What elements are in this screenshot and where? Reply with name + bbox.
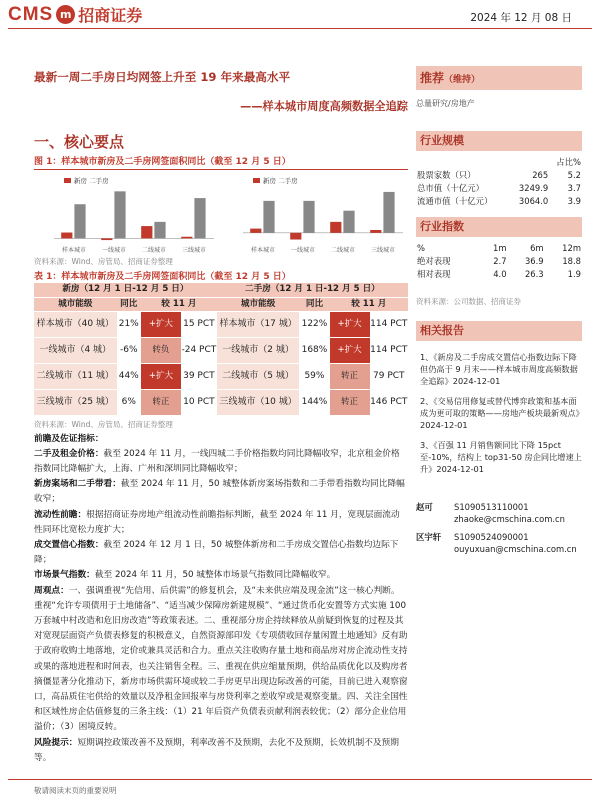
cell-tier-new: 一线城市（4 城） <box>34 337 117 363</box>
index-h-b: 6m <box>530 242 544 253</box>
analyst-name: 赵可 <box>416 502 433 512</box>
x-tick-label: 一线城市 <box>101 247 127 254</box>
logo-en: CMS <box>8 3 54 25</box>
x-tick-label: 一线城市 <box>290 247 316 254</box>
body-paragraph <box>34 447 408 477</box>
reports-list <box>416 351 582 475</box>
stats-key: 总市值（十亿元） <box>417 182 484 193</box>
change-pct: 10 PCT <box>183 396 215 407</box>
index-source: 资料来源：公司数据、招商证券 <box>416 297 521 306</box>
change-tag: +扩大 <box>330 338 370 363</box>
cell-nov-second <box>330 389 408 415</box>
data-table <box>34 283 408 416</box>
bar-new <box>181 237 192 239</box>
paragraph-lead: 新房案场和二手带看： <box>34 479 121 490</box>
chart-legend: 新房 二手房 <box>74 177 109 185</box>
stats-title: 行业规模 <box>416 131 582 151</box>
index-h-c: 12m <box>562 242 581 253</box>
rating-label: 推荐 <box>420 71 445 85</box>
col-nov: 较 11 月 <box>141 297 217 311</box>
body-paragraph <box>34 736 408 766</box>
chart-yoy <box>34 174 219 253</box>
cell-nov-second <box>330 337 408 363</box>
paragraph-text: 截至 2024 年 11 月，一线四城二手价格指数均同比降幅收窄，北京租金价格指数同比降幅扩大，上海、广州和深圳同比降幅收窄； <box>34 448 400 474</box>
bar-new <box>370 230 381 233</box>
index-cell-c: 18.8 <box>562 255 581 266</box>
stats-row <box>416 181 582 194</box>
cell-yoy-second: 122% <box>299 311 329 337</box>
chart-vs-nov <box>223 174 408 253</box>
index-row <box>416 267 582 280</box>
analyst-email[interactable]: ouyuxuan@cmschina.com.cn <box>454 544 577 554</box>
cell-nov-new <box>141 389 217 415</box>
body-paragraph <box>34 432 408 447</box>
bar-new <box>330 222 341 233</box>
report-title: 最新一周二手房日均网签上升至 19 年来最高水平 <box>34 70 291 84</box>
change-tag: 转正 <box>141 390 181 415</box>
footer-divider <box>8 779 592 780</box>
bar-new <box>250 229 261 233</box>
paragraph-text: 短期调控政策改善不及预期，利率改善不及预期，去化不及预期，长效机制不及预期等。 <box>34 737 399 763</box>
body-paragraph <box>34 584 408 736</box>
change-pct: 39 PCT <box>183 370 215 381</box>
bar-new <box>101 238 112 240</box>
cell-nov-second <box>330 363 408 389</box>
bar-new <box>141 226 152 238</box>
stats-unit: 占比% <box>556 156 581 167</box>
cell-nov-new <box>141 363 217 389</box>
cell-yoy-new: -6% <box>117 337 141 363</box>
paragraph-text: 根据招商证券房地产组流动性前瞻指标判断，截至 2024 年 11 月，宽现层面流动性同环比宽松力度扩大； <box>34 509 400 535</box>
x-tick-label: 三线城市 <box>370 247 396 254</box>
cell-nov-new <box>141 311 217 337</box>
change-pct: -24 PCT <box>181 344 217 355</box>
bar-new <box>290 233 301 240</box>
stats-key: 流通市值（十亿元） <box>417 195 493 206</box>
stats-row <box>416 168 582 181</box>
analyst-email[interactable]: zhaoke@cmschina.com.cn <box>454 514 565 524</box>
sidebar <box>416 66 582 561</box>
industry-label: 总量研究/房地产 <box>416 99 475 108</box>
rating-sub: （维持） <box>444 75 481 85</box>
stats-pct: 3.9 <box>567 195 581 206</box>
figure-caption: 图 1：样本城市新房及二手房网签面积同比（截至 12 月 5 日） <box>34 157 291 167</box>
header-divider <box>8 28 592 29</box>
analyst-email-row <box>416 513 582 525</box>
index-row <box>416 254 582 267</box>
bar-new <box>61 233 72 239</box>
cell-nov-second <box>330 311 408 337</box>
paragraph-lead: 周观点： <box>34 585 69 596</box>
col-yoy: 同比 <box>117 297 141 311</box>
col-nov-second: 较 11 月 <box>330 297 408 311</box>
index-h-a: 1m <box>493 242 507 253</box>
cell-yoy-second: 59% <box>299 363 329 389</box>
figure-source: 资料来源：Wind、房管局、招商证券整理 <box>34 257 173 266</box>
analyst-name: 区宇轩 <box>416 532 442 542</box>
cell-nov-new <box>141 337 217 363</box>
change-pct: 15 PCT <box>183 318 215 329</box>
table-caption: 表 1：样本城市新房及二手房网签面积同比（截至 12 月 5 日） <box>34 272 291 282</box>
stats-row <box>416 194 582 207</box>
main-column <box>34 66 408 766</box>
related-report-link[interactable]: 2、《交易信用修复或替代博弈政策和基本面成为更可取的策略——房地产板块最新观点》2024-12-01 <box>420 396 580 430</box>
analysts <box>416 501 582 561</box>
index-cell-k: 相对表现 <box>417 268 451 279</box>
bar-second <box>154 222 165 239</box>
bar-second <box>74 204 85 238</box>
col-tier: 城市能级 <box>34 297 117 311</box>
paragraph-lead: 前瞻及佐证指标： <box>34 433 104 444</box>
cell-yoy-second: 144% <box>299 389 329 415</box>
x-tick-label: 样本城市 <box>61 247 87 254</box>
change-pct: 146 PCT <box>370 396 408 407</box>
logo-mark: m <box>56 5 75 24</box>
index-cell-a: 4.0 <box>493 268 507 279</box>
section-heading: 一、核心要点 <box>34 133 125 151</box>
cell-yoy-new: 6% <box>117 389 141 415</box>
table-source: 资料来源：Wind、房管局、招商证券整理 <box>34 419 173 429</box>
body-paragraph <box>34 538 408 568</box>
stats-value: 3249.9 <box>518 182 549 193</box>
col-yoy-second: 同比 <box>299 297 329 311</box>
chart-vs-nov-svg <box>223 174 408 254</box>
cell-tier-second: 二线城市（5 城） <box>217 363 300 389</box>
index-title: 行业指数 <box>416 217 582 237</box>
company-logo <box>8 3 142 26</box>
change-tag: +扩大 <box>141 364 181 389</box>
group-second-header: 二手房（12 月 1 日-12 月 5 日） <box>217 283 408 297</box>
stats-value: 3064.0 <box>518 195 549 206</box>
change-pct: 79 PCT <box>373 370 405 381</box>
paragraph-text: 一、强调重视“先信用、后供需”的修复机会，及“未来供应端及现金流”这一核心判断。重视“允许专项债用于土地储备”、“适当减少保障房新建规模”、“通过货币化安置等方式实施 100 万套城中村改造和危旧房改造”等政策表述。二、重视部分房企持续释放从前疑到恢复的过程及其对宽现层面资产负债表修复的积极意义，自然资源部印发《专项债收回存量闲置土地通知》反有助于政府收购土地落地，定价或兼具灵活和合力。重点关注收购存量土地和商品房对房企流动性支持或果的落地进程和时间表，也关注销售全程。三、重视在供应缩量预期，供给品质优化以及购房者摘僵显著分化推动下，新房市场供需环境或较二手房更早出现边际改善的可能，目前已进入观察窗口，高品质住宅供给的效量以及净租金回报率与房贷利率之差收窄或是观察变量。四、关注全国性和区域性房企估值修复的三条主线：（1）21 年后资产负债表贡献利润表较优；（2）部分企业信用溢价；（3）困境反转。 <box>34 585 408 733</box>
bar-second <box>383 192 394 233</box>
logo-cn: 招商证券 <box>78 6 143 25</box>
cell-tier-second: 三线城市（10 城） <box>217 389 300 415</box>
analyst-row <box>416 531 582 543</box>
change-tag: +扩大 <box>141 312 181 337</box>
col-tier-second: 城市能级 <box>217 297 300 311</box>
paragraph-lead: 市场景气指数： <box>34 570 95 581</box>
paragraph-text: 截至 2024 年 11 月，50 城整体市场景气指数同比降幅收窄。 <box>94 570 336 581</box>
legend-swatch-new <box>64 178 71 183</box>
change-pct: 114 PCT <box>370 318 408 329</box>
paragraph-text: 截至 2024 年 12 月 1 日，50 城整体新房和二手房成交置信心指数均边际下降； <box>34 539 399 566</box>
cell-yoy-new: 44% <box>117 363 141 389</box>
bar-second <box>343 211 354 233</box>
index-cell-a: 2.7 <box>493 255 507 266</box>
index-cell-k: 绝对表现 <box>417 255 451 266</box>
reports-title: 相关报告 <box>416 321 582 341</box>
analyst-id: S1090524090001 <box>454 532 529 542</box>
bar-second <box>263 201 274 233</box>
cell-tier-second: 一线城市（2 城） <box>217 337 300 363</box>
rating-box <box>416 66 582 90</box>
paragraph-lead: 二手及租金价格： <box>34 448 104 459</box>
change-tag: 转正 <box>330 364 370 389</box>
index-cell-c: 1.9 <box>567 268 581 279</box>
x-tick-label: 样本城市 <box>250 247 276 254</box>
body-paragraph <box>34 477 408 507</box>
table-row <box>34 337 408 363</box>
paragraph-lead: 成交置信心指数： <box>34 539 104 550</box>
table-row <box>34 389 408 415</box>
index-table <box>416 241 582 280</box>
page-header <box>0 0 600 28</box>
cell-yoy-new: 21% <box>117 311 141 337</box>
change-pct: 114 PCT <box>370 344 408 355</box>
legend-swatch-new <box>253 178 260 183</box>
index-cell-b: 36.9 <box>524 255 544 266</box>
figure-charts <box>34 169 408 253</box>
report-date: 2024 年 12 月 08 日 <box>470 12 572 24</box>
change-tag: 转正 <box>330 390 370 415</box>
stats-value: 265 <box>532 169 549 180</box>
cell-yoy-second: 168% <box>299 337 329 363</box>
analyst-email-row <box>416 543 582 555</box>
paragraph-lead: 风险提示： <box>34 737 78 748</box>
x-tick-label: 三线城市 <box>181 247 207 254</box>
body-paragraph <box>34 568 408 583</box>
bar-second <box>114 191 125 238</box>
related-report-link[interactable]: 1、《新房及二手房成交置信心指数边际下降但仍高于 9 月末——样本城市周度高频数据全追踪》2024-12-01 <box>420 352 578 386</box>
index-cell-b: 26.3 <box>524 268 544 279</box>
change-tag: 转负 <box>141 338 181 363</box>
body-text <box>34 432 408 766</box>
related-report-link[interactable]: 3、《百强 11 月销售额同比下降 15pct 至-10%，结构上 top31-50 房企同比增速上升》2024-12-01 <box>420 440 582 474</box>
change-tag: +扩大 <box>330 312 370 337</box>
x-tick-label: 二线城市 <box>141 247 167 254</box>
stats-key: 股票家数（只） <box>417 169 476 180</box>
paragraph-lead: 流动性前瞻： <box>34 509 87 520</box>
cell-tier-new: 样本城市（40 城） <box>34 311 117 337</box>
footer-note: 敬请阅读末页的重要说明 <box>34 786 117 795</box>
chart-yoy-svg <box>34 174 219 254</box>
analyst-id: S1090513110001 <box>454 502 529 512</box>
body-paragraph <box>34 508 408 538</box>
cell-tier-second: 样本城市（17 城） <box>217 311 300 337</box>
bar-second <box>194 198 205 238</box>
cell-tier-new: 三线城市（25 城） <box>34 389 117 415</box>
stats-table <box>416 155 582 207</box>
table-row <box>34 363 408 389</box>
x-tick-label: 二线城市 <box>330 247 356 254</box>
index-h-k: % <box>417 242 425 253</box>
analyst-row <box>416 501 582 513</box>
paragraph-text: 截至 2024 年 11 月，50 城整体新房案场指数和二手带看指数均同比降幅收窄； <box>34 479 405 505</box>
cell-tier-new: 二线城市（11 城） <box>34 363 117 389</box>
stats-pct: 3.7 <box>567 182 581 193</box>
table-row <box>34 311 408 337</box>
bar-second <box>303 201 314 233</box>
stats-pct: 5.2 <box>567 169 581 180</box>
chart-legend: 新房 二手房 <box>263 177 298 185</box>
report-subtitle: ——样本城市周度高频数据全追踪 <box>240 100 408 113</box>
group-new-header: 新房（12 月 1 日-12 月 5 日） <box>34 283 217 297</box>
